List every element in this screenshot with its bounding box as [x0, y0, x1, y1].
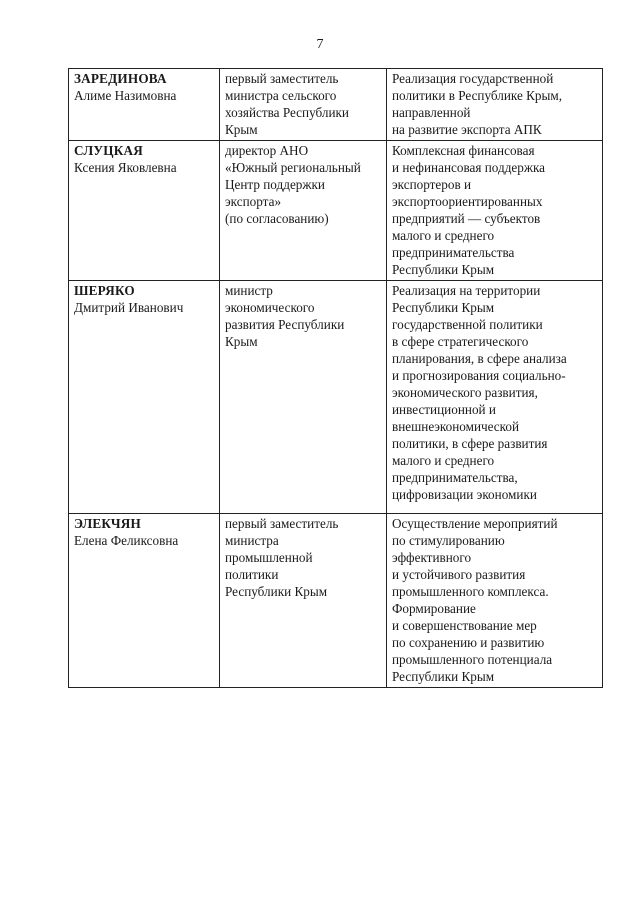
member-given-name: Алиме Назимовна: [74, 88, 177, 103]
members-table: [68, 68, 603, 688]
member-name-cell: [69, 514, 220, 688]
member-given-name: Ксения Яковлевна: [74, 160, 177, 175]
member-responsibility-cell: [387, 141, 603, 281]
member-surname: СЛУЦКАЯ: [74, 143, 143, 158]
member-responsibility: Осуществление мероприятий по стимулированию эффективного и устойчивого развития промышленного комплекса. Формирование и совершенствование мер по сохранению и развитию промышленного потенциала Республики Крым: [392, 516, 558, 684]
member-responsibility-cell: [387, 281, 603, 514]
table-row: [69, 281, 603, 514]
member-position: первый заместитель министра сельского хозяйства Республики Крым: [225, 71, 349, 137]
member-responsibility: Реализация на территории Республики Крым государственной политики в сфере стратегического планирования, в сфере анализа и прогнозирования социально- экономического развития, инвестиционной и внешнеэкономической политики, в сфере развития малого и среднего предпринимательства, цифровизации экономики: [392, 283, 567, 502]
member-responsibility: Комплексная финансовая и нефинансовая поддержка экспортеров и экспортоориентированных предприятий — субъектов малого и среднего предпринимательства Республики Крым: [392, 143, 546, 277]
member-given-name: Дмитрий Иванович: [74, 300, 184, 315]
table-row: [69, 141, 603, 281]
member-surname: ЗАРЕДИНОВА: [74, 71, 167, 86]
table-row: [69, 514, 603, 688]
table-row: [69, 69, 603, 141]
page-number: 7: [316, 37, 324, 52]
member-surname: ШЕРЯКО: [74, 283, 135, 298]
member-responsibility: Реализация государственной политики в Республике Крым, направленной на развитие экспорта АПК: [392, 71, 563, 137]
member-name-cell: [69, 141, 220, 281]
member-position-cell: [220, 514, 387, 688]
member-position-cell: [220, 141, 387, 281]
member-position-cell: [220, 281, 387, 514]
member-position-cell: [220, 69, 387, 141]
member-given-name: Елена Феликсовна: [74, 533, 179, 548]
member-surname: ЭЛЕКЧЯН: [74, 516, 141, 531]
member-name-cell: [69, 69, 220, 141]
member-position: министр экономического развития Республики Крым: [225, 283, 345, 349]
member-responsibility-cell: [387, 69, 603, 141]
member-position: директор АНО «Южный региональный Центр поддержки экспорта» (по согласованию): [225, 143, 361, 226]
member-position: первый заместитель министра промышленной политики Республики Крым: [225, 516, 339, 599]
member-name-cell: [69, 281, 220, 514]
member-responsibility-cell: [387, 514, 603, 688]
